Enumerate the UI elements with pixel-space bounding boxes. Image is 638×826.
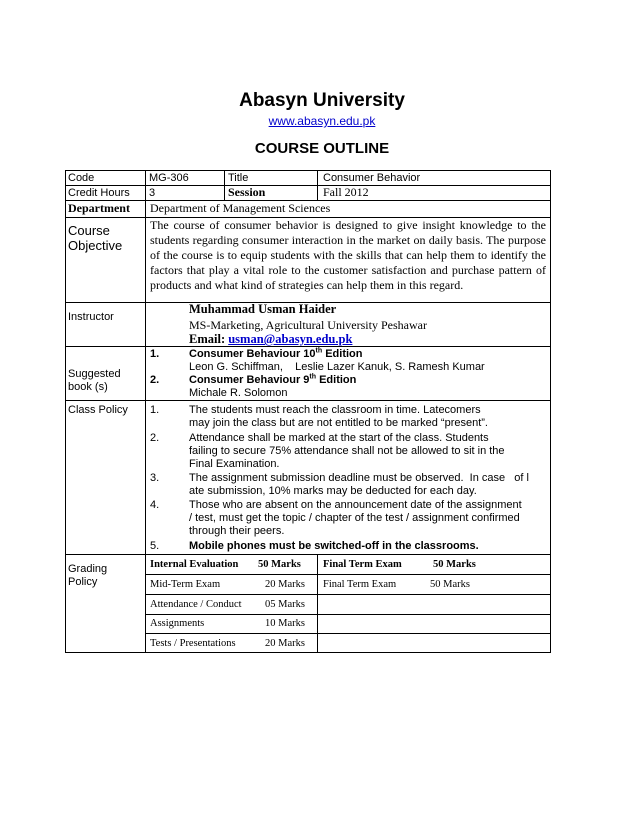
code-label: Code xyxy=(68,172,95,184)
final-term-marks: 50 Marks xyxy=(433,559,476,570)
policy-2-line1: Attendance shall be marked at the start of the class. Students xyxy=(189,432,489,444)
grading-row-4-marks: 20 Marks xyxy=(265,638,305,649)
book-2-num: 2. xyxy=(150,374,160,386)
grading-label-line2: Policy xyxy=(68,576,98,588)
website-link[interactable]: www.abasyn.edu.pk xyxy=(268,114,376,128)
book-1-title: Consumer Behaviour 10th Edition xyxy=(189,347,363,360)
internal-evaluation-marks: 50 Marks xyxy=(258,559,301,570)
grading-row-2-marks: 05 Marks xyxy=(265,599,305,610)
policy-3-num: 3. xyxy=(150,472,160,484)
grading-row-4-item: Tests / Presentations xyxy=(150,638,236,649)
book-2-authors: Michale R. Solomon xyxy=(189,387,288,399)
policy-5-num: 5. xyxy=(150,540,160,552)
instructor-name: Muhammad Usman Haider xyxy=(189,302,337,316)
grading-row-3-marks: 10 Marks xyxy=(265,618,305,629)
book-1-authors: Leon G. Schiffman, Leslie Lazer Kanuk, S. Ramesh Kumar xyxy=(189,361,485,373)
credit-hours-value: 3 xyxy=(149,187,156,199)
grading-row-1-right-marks: 50 Marks xyxy=(430,579,470,590)
policy-1-line1: The students must reach the classroom in time. Latecomers xyxy=(189,404,481,416)
books-label-line2: book (s) xyxy=(68,381,108,393)
grading-label-line1: Grading xyxy=(68,563,108,575)
department-value: Department of Management Sciences xyxy=(150,201,331,215)
policy-2-line2: failing to secure 75% attendance shall not be allowed to sit in the xyxy=(189,445,505,457)
policy-4-line1: Those who are absent on the announcement date of the assignment xyxy=(189,499,522,511)
book-1-num: 1. xyxy=(150,348,160,360)
credit-hours-label: Credit Hours xyxy=(68,187,130,199)
grading-row-1-right-item: Final Term Exam xyxy=(323,579,397,590)
title-value: Consumer Behavior xyxy=(323,172,421,184)
policy-4-line3: through their peers. xyxy=(189,525,285,537)
instructor-label: Instructor xyxy=(68,311,114,323)
policy-2-line3: Final Examination. xyxy=(189,458,280,470)
final-term-label: Final Term Exam xyxy=(323,559,402,570)
document-title: COURSE OUTLINE xyxy=(254,140,390,157)
policy-4-line2: / test, must get the topic / chapter of the test / assignment confirmed xyxy=(189,512,520,524)
instructor-email-link[interactable]: usman@abasyn.edu.pk xyxy=(228,332,353,346)
policy-4-num: 4. xyxy=(150,499,160,511)
objective-label-line1: Course xyxy=(68,223,110,238)
university-name: Abasyn University xyxy=(239,90,405,111)
grading-row-3-item: Assignments xyxy=(150,618,205,629)
policy-2-num: 2. xyxy=(150,432,160,444)
policy-1-num: 1. xyxy=(150,404,160,416)
code-value: MG-306 xyxy=(149,172,189,184)
email-label: Email: xyxy=(189,332,226,346)
instructor-qualification: MS-Marketing, Agricultural University Peshawar xyxy=(189,318,427,332)
policy-3-line2: ate submission, 10% marks may be deducted for each day. xyxy=(189,485,477,497)
policy-1-line2: may join the class but are not entitled to be marked “present”. xyxy=(189,417,488,429)
books-label-line1: Suggested xyxy=(68,368,121,380)
department-label: Department xyxy=(68,201,130,215)
policy-3-line1: The assignment submission deadline must be observed. In case of l xyxy=(189,472,529,484)
grading-row-1-marks: 20 Marks xyxy=(265,579,305,590)
objective-text: The course of consumer behavior is designed to give insight knowledge to the students regarding consumer interaction in the market on daily basis. The purpose of the course is to equip students with the skills that can help them to identify the factors that play a vital role to the customer satisfaction and purchase pattern of products and what kind of strategies can help them in this regard. xyxy=(150,218,546,292)
class-policy-label: Class Policy xyxy=(68,404,128,416)
title-label: Title xyxy=(228,172,249,184)
instructor-email-row xyxy=(189,332,352,346)
session-value: Fall 2012 xyxy=(323,185,369,199)
policy-5-line1: Mobile phones must be switched-off in the classrooms. xyxy=(189,540,479,552)
internal-evaluation-label: Internal Evaluation xyxy=(150,559,239,570)
objective-label-line2: Objective xyxy=(68,238,123,253)
grading-row-2-item: Attendance / Conduct xyxy=(150,599,242,610)
session-label: Session xyxy=(228,185,266,199)
grading-row-1-item: Mid-Term Exam xyxy=(150,579,221,590)
book-2-title: Consumer Behaviour 9th Edition xyxy=(189,373,357,386)
